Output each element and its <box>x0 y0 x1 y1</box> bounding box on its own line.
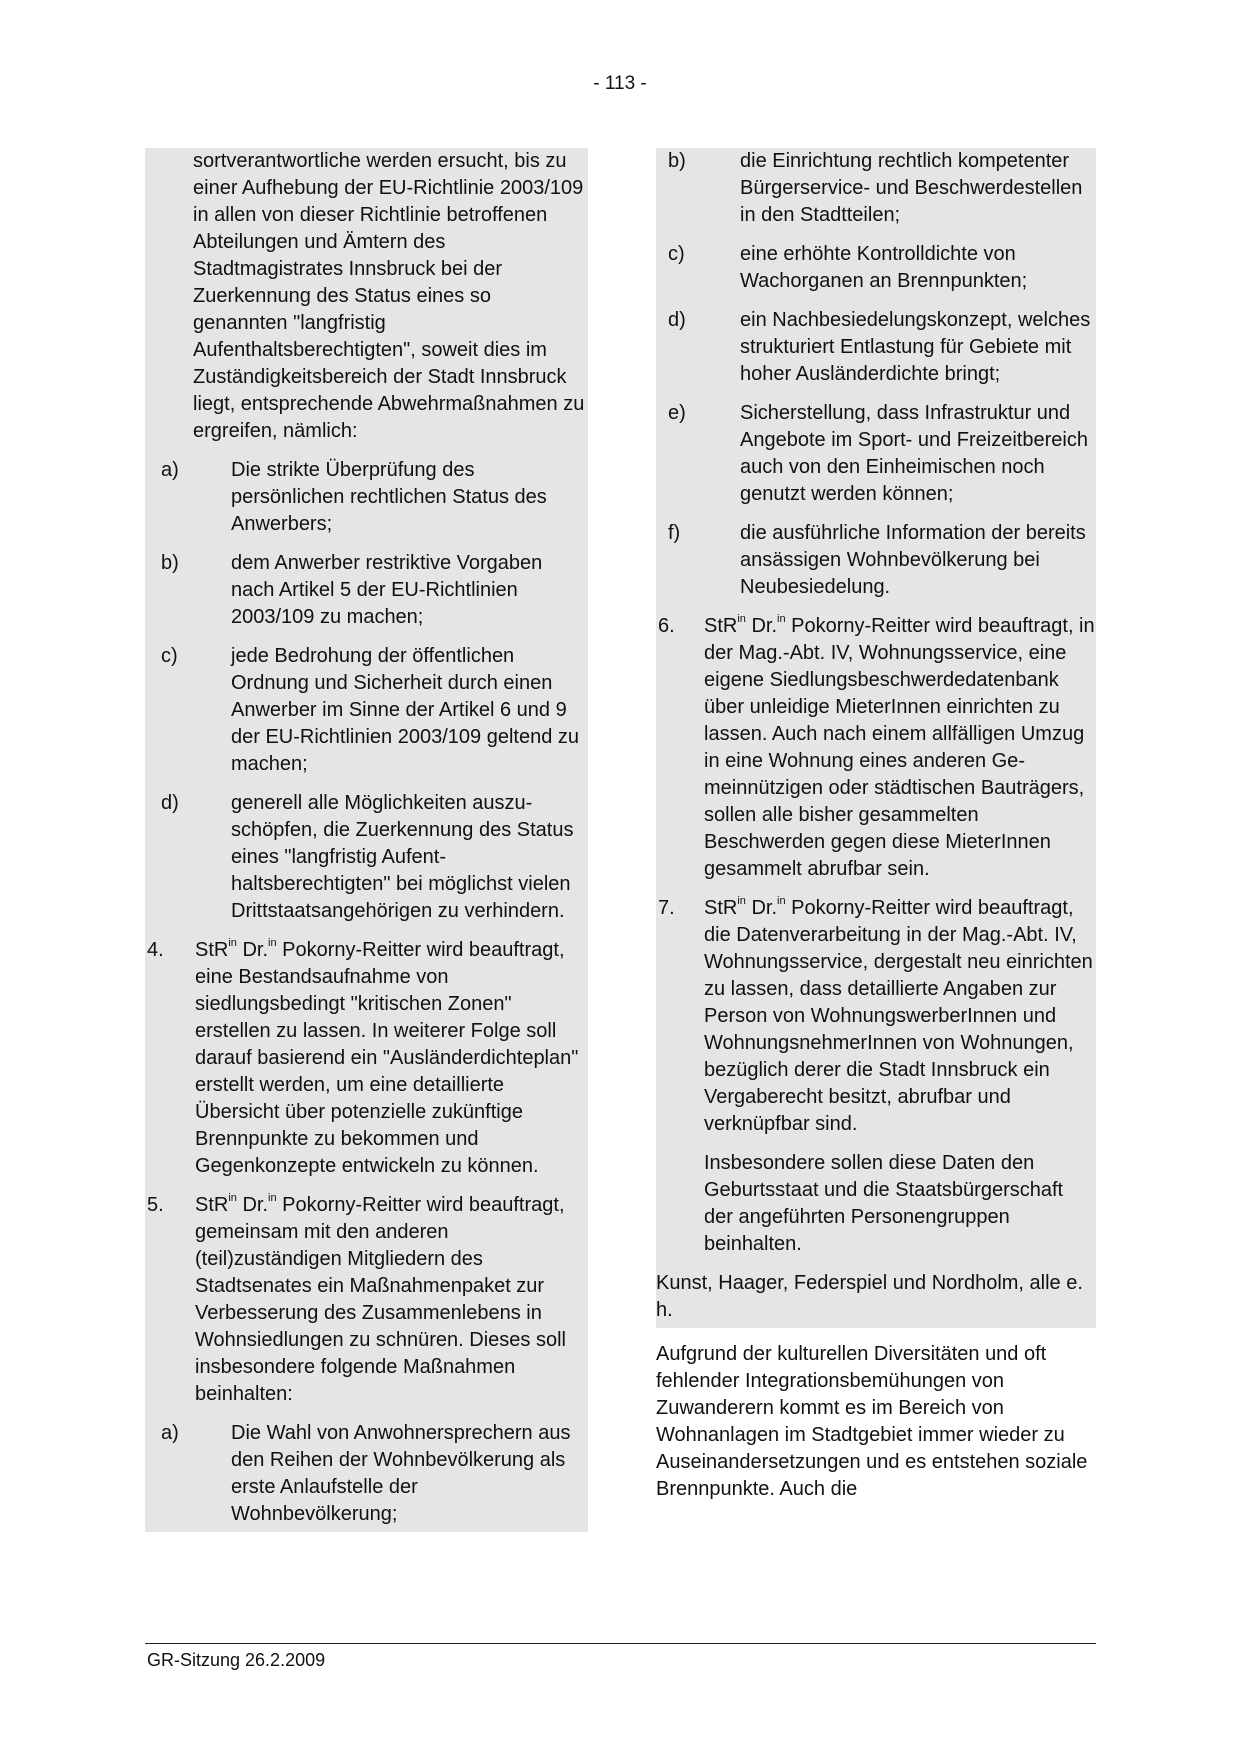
list-item-text: Die strikte Überprüfung des persönlichen rechtlichen Status des Anwerbers; <box>231 459 547 535</box>
list-item-label: d) <box>161 792 179 814</box>
list-item-label: f) <box>668 522 681 544</box>
numbered-item-text: StR$^{in}$ Dr.$^{in}$ Pokorny-Reitter wird beauftragt, in der Mag.-Abt. IV, Wohnungsservice, eine eigene Siedlungsbeschwerdedatenbank über unleidige MieterInnen einrichten zu lassen. Auch nach einem allfälligen Umzug in eine Wohnung eines anderen Gemeinnützigen oder städtischen Bauträgers, sollen alle bisher gesammelten Beschwerden gegen diese MieterInnen gesammelt abrufbar sein. <box>704 613 1095 880</box>
page-number: - 113 - <box>593 73 647 94</box>
numbered-item-label: 6. <box>658 615 675 637</box>
list-item <box>145 790 588 925</box>
list-item-text: die Einrichtung rechtlich kompetenter Bürgerservice- und Beschwerdestellen in den Stadtteilen; <box>740 150 1083 226</box>
list-item-label: d) <box>668 309 686 331</box>
list-item-label: b) <box>161 552 179 574</box>
list-item-label: c) <box>161 645 178 667</box>
numbered-item-label: 5. <box>147 1194 164 1216</box>
list-item-text: die ausführliche Information der bereits ansässigen Wohnbevölkerung bei Neubesiedelung. <box>740 522 1086 598</box>
numbered-item-text: StR$^{in}$ Dr.$^{in}$ Pokorny-Reitter wird beauftragt, die Datenverarbeitung in der Mag.-Abt. IV, Wohnungsservice, dergestalt neu einrichten zu lassen, dass detaillierte Angaben zur Person von WohnungswerberInnen und WohnungsnehmerInnen von Wohnungen, bezüglich derer die Stadt Innsbruck ein Vergaberecht besitzt, abrufbar und verknüpfbar sind. <box>704 895 1093 1135</box>
list-item <box>656 241 1096 295</box>
list-item-text: jede Bedrohung der öffentlichen Ordnung und Sicherheit durch einen Anwerber im Sinne der Artikel 6 und 9 der EU-Richtlinien 2003/109 geltend zu machen; <box>231 645 579 775</box>
intro-paragraph: sortverantwortliche werden ersucht, bis zu einer Aufhebung der EU-Richtlinie 2003/109 in allen von dieser Richtlinie betroffenen Abteilungen und Ämtern des Stadtmagistrates Innsbruck bei der Zuerkennung des Status eines so genannten "langfristig Aufenthaltsberechtigten", soweit dies im Zuständigkeitsbereich der Stadt Innsbruck liegt, entsprechende Abwehrmaßnahmen zu ergreifen, nämlich: <box>193 150 585 442</box>
footer-session-date: GR-Sitzung 26.2.2009 <box>147 1650 326 1670</box>
list-item <box>656 148 1096 229</box>
list-item-label: b) <box>668 150 686 172</box>
numbered-item-7-continuation: Insbesondere sollen diese Daten den Geburtsstaat und die Staatsbürgerschaft der angeführten Personengruppen beinhalten. <box>704 1152 1064 1255</box>
list-item <box>656 307 1096 388</box>
list-item-text: generell alle Möglichkeiten auszuschöpfen, die Zuerkennung des Status eines "langfristig Aufenthaltsberechtigten" bei möglichst vielen Drittstaatsangehörigen zu verhindern. <box>231 792 574 922</box>
numbered-item-text: StR$^{in}$ Dr.$^{in}$ Pokorny-Reitter wird beauftragt, eine Bestandsaufnahme von siedlungsbedingt "kritischen Zonen" erstellen zu lassen. In weiterer Folge soll darauf basierend ein "Ausländerdichteplan" erstellt werden, um eine detaillierte Übersicht über potenzielle zukünftige Brennpunkte zu bekommen und Gegenkonzepte entwickeln zu können. <box>195 937 579 1177</box>
list-item <box>145 643 588 778</box>
list-item-label: c) <box>668 243 685 265</box>
numbered-item-5 <box>145 1192 588 1408</box>
list-item <box>145 550 588 631</box>
reasoning-paragraph: Aufgrund der kulturellen Diversitäten und oft fehlender Integrationsbemühungen von Zuwanderern kommt es im Bereich von Wohnanlagen im Stadtgebiet immer wieder zu Auseinandersetzungen und es entstehen soziale Brennpunkte. Auch die <box>656 1343 1088 1500</box>
numbered-item-6 <box>656 613 1096 883</box>
list-item-text: Die Wahl von Anwohnersprechern aus den Reihen der Wohnbevölkerung als erste Anlaufstelle der Wohnbevölkerung; <box>231 1422 571 1525</box>
list-item <box>656 400 1096 508</box>
numbered-item-text: StR$^{in}$ Dr.$^{in}$ Pokorny-Reitter wird beauftragt, gemeinsam mit den anderen (teil)zuständigen Mitgliedern des Stadtsenates ein Maßnahmenpaket zur Verbesserung des Zusammenlebens in Wohnsiedlungen zu schnüren. Dieses soll insbesondere folgende Maßnahmen beinhalten: <box>195 1192 566 1405</box>
list-item <box>145 1420 588 1528</box>
right-motion-block <box>656 148 1096 1328</box>
list-item-text: eine erhöhte Kontrolldichte von Wachorganen an Brennpunkten; <box>740 243 1028 292</box>
list-item-text: ein Nachbesiedelungskonzept, welches strukturiert Entlastung für Gebiete mit hoher Ausländerdichte bringt; <box>740 309 1091 385</box>
footer-divider <box>145 1643 1096 1644</box>
list-item-text: dem Anwerber restriktive Vorgaben nach Artikel 5 der EU-Richtlinien 2003/109 zu machen; <box>231 552 543 628</box>
list-item <box>145 457 588 538</box>
signatories: Kunst, Haager, Federspiel und Nordholm, alle e. h. <box>656 1272 1083 1321</box>
numbered-item-7 <box>656 895 1096 1138</box>
numbered-item-label: 4. <box>147 939 164 961</box>
left-column <box>145 148 588 1532</box>
list-item-label: a) <box>161 1422 179 1444</box>
list-item <box>656 520 1096 601</box>
list-item-text: Sicherstellung, dass Infrastruktur und Angebote im Sport- und Freizeitbereich auch von den Einheimischen noch genutzt werden können; <box>740 402 1088 505</box>
numbered-item-4 <box>145 937 588 1180</box>
right-column <box>656 148 1096 1503</box>
numbered-item-label: 7. <box>658 897 675 919</box>
list-item-label: a) <box>161 459 179 481</box>
list-item-label: e) <box>668 402 686 424</box>
